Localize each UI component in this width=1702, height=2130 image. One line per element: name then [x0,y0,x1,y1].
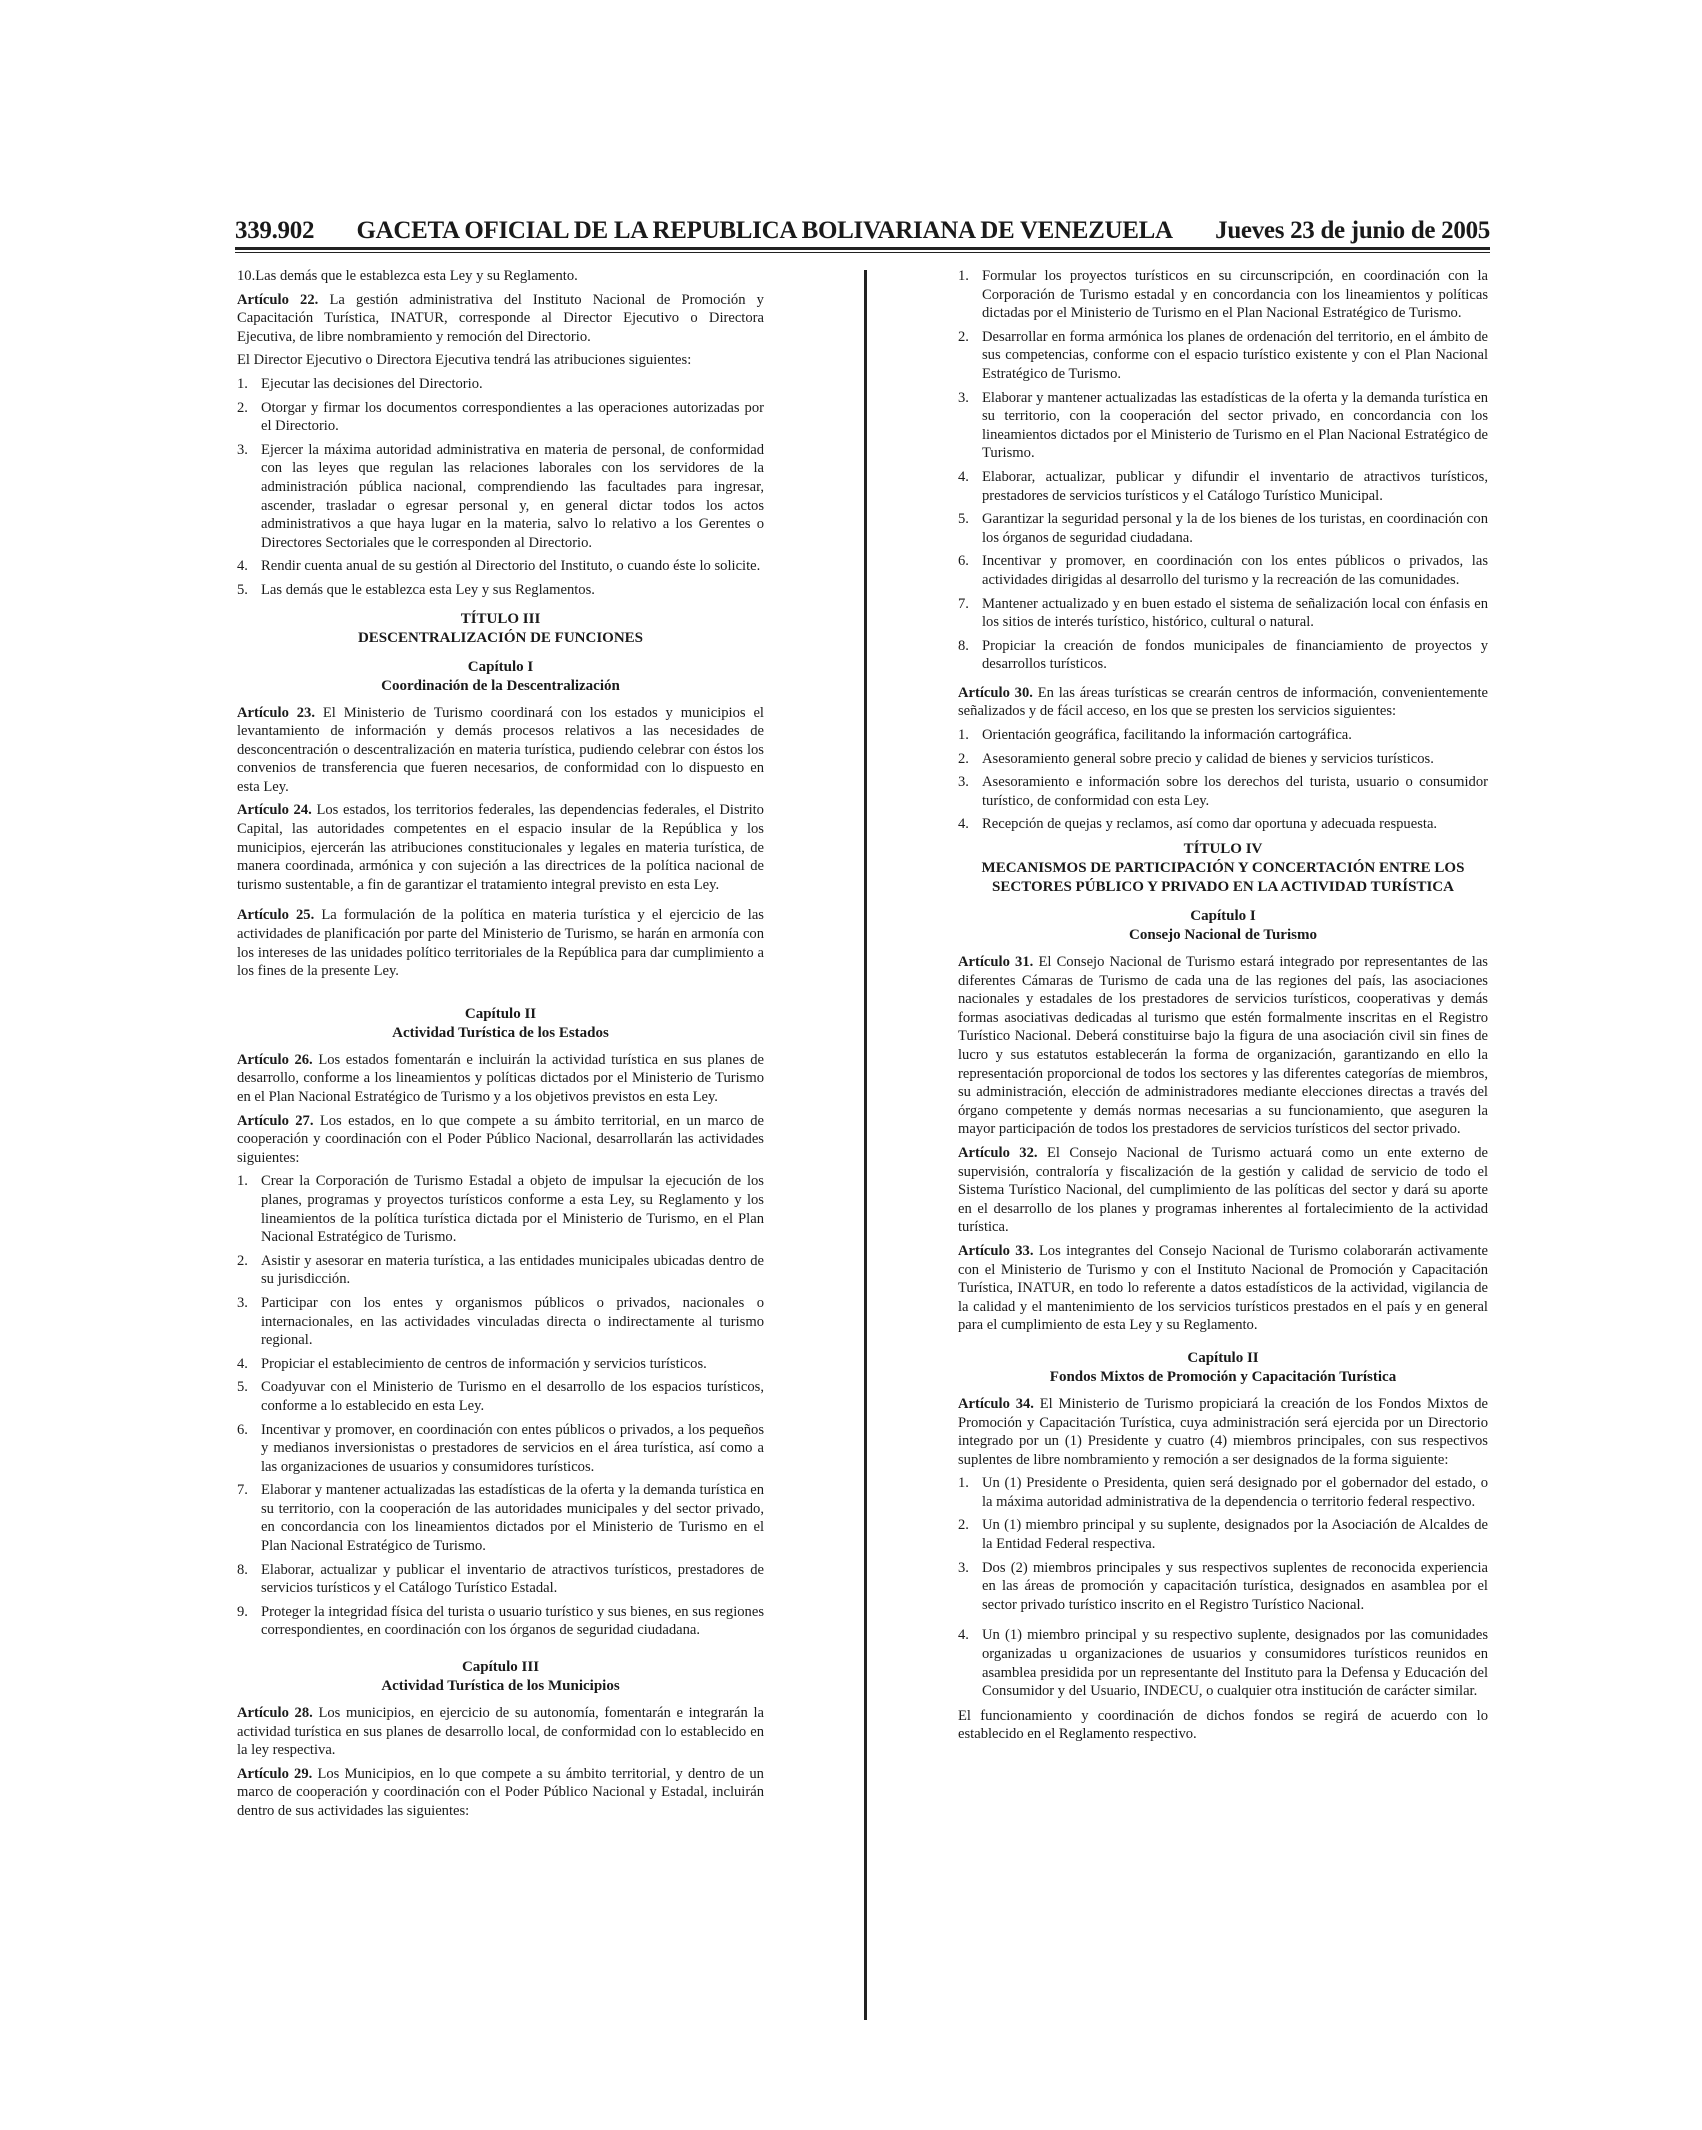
chapter-heading: Capítulo II Actividad Turística de los Estados [392,1005,609,1041]
list-item: 1. Formular los proyectos turísticos en su circunscripción, en coordinación con la Corporación de Turismo estadal y en concordancia con los lineamientos y políticas dictadas por el Ministerio de Turismo en el Plan Nacional Estratégico de Turismo. [958,268,1488,322]
title-iii-heading: TÍTULO III DESCENTRALIZACIÓN DE FUNCIONES [357,610,644,646]
header-rule [235,247,1490,250]
list-item: 7. Mantener actualizado y en buen estado el sistema de señalización local con énfasis en los sitios de interés turístico, histórico, cultural o natural. [958,595,1488,631]
list-item: 6. Incentivar y promover, en coordinación con los entes públicos o privados, las actividades dirigidas al desarrollo del turismo y la recreación de las comunidades. [958,553,1488,588]
article-22: Artículo 22. La gestión administrativa del Instituto Nacional de Promoción y Capacitación Turística, INATUR, corresponde al Director Ejecutivo o Directora Ejecutiva, de libre nombramiento y remoción del Directorio. [237,291,764,345]
list-item: 7. Elaborar y mantener actualizadas las estadísticas de la oferta y la demanda turística en su territorio, con la cooperación de las autoridades municipales y del sector privado, en concordancia con los lineamientos dictados por el Ministerio de Turismo en el Plan Nacional Estratégico de Turismo. [237,1482,764,1555]
list-item: 8. Propiciar la creación de fondos municipales de financiamiento de proyectos y desarrollos turísticos. [958,637,1488,673]
chapter-heading: Capítulo I Consejo Nacional de Turismo [1129,908,1317,944]
right-column [958,267,1488,1749]
list-item: 2. Asesoramiento general sobre precio y calidad de bienes y servicios turísticos. [958,750,1434,767]
article-28: Artículo 28. Los municipios, en ejercicio de su autonomía, fomentarán e integrarán la actividad turística en sus planes de desarrollo local, de conformidad con lo establecido en la ley respectiva. [237,1705,764,1759]
article-27: Artículo 27. Los estados, en lo que compete a su ámbito territorial, en un marco de cooperación y coordinación con el Poder Público Nacional, desarrollarán las actividades siguientes: [237,1112,764,1166]
header-rule-thin [235,252,1490,253]
list-item: 1. Ejecutar las decisiones del Directorio. [237,375,483,392]
list-item: 2. Un (1) miembro principal y su suplente, designados por la Asociación de Alcaldes de la Entidad Federal respectiva. [958,1517,1488,1553]
list-item: 2. Asistir y asesorar en materia turística, a las entidades municipales ubicadas dentro de su jurisdicción. [237,1252,764,1288]
list-item: 5. Las demás que le establezca esta Ley y sus Reglamentos. [237,581,595,598]
list-item: 9. Proteger la integridad física del turista o usuario turístico y sus bienes, en sus regiones correspondientes, en coordinación con los órganos de seguridad ciudadana. [237,1603,764,1639]
article-31: Artículo 31. El Consejo Nacional de Turismo estará integrado por representantes de las diferentes Cámaras de Turismo de cada una de las regiones del país, las asociaciones nacionales y estadales de los prestadores de servicios turísticos, cooperativas y demás formas asociativas dedicadas al turismo que estén formalmente inscritas en el Registro Turístico Nacional. Deberá constituirse bajo la figura de una asociación civil sin fines de lucro y sus estatutos establecerán la forma de organización, garantizando en ello la representación proporcional de todos los sectores y las diferentes categorías de miembros, su administración, elección de administradores mediante elecciones directas a través del órgano competente y demás normas necesarias a su funcionamiento, que aseguren la mayor participación de todos los prestadores de servicios turísticos del sector privado. [958,954,1488,1138]
article-24: Artículo 24. Los estados, los territorios federales, las dependencias federales, el Distrito Capital, las autoridades competentes en el espacio insular de la República y los municipios, ejercerán las atribuciones constitucionales y legales en materia turística, de manera coordinada, armónica y con sujeción a las directrices de la política nacional de turismo sustentable, a fin de garantizar el tratamiento integral previsto en esta Ley. [237,802,764,893]
article-26: Artículo 26. Los estados fomentarán e incluirán la actividad turística en sus planes de desarrollo, conforme a los lineamientos y políticas dictados por el Ministerio de Turismo en el Plan Nacional Estratégico de Turismo y a los objetivos previstos en esta Ley. [237,1051,764,1105]
article-33: Artículo 33. Los integrantes del Consejo Nacional de Turismo colaborarán activamente con el Ministerio de Turismo y con el Instituto Nacional de Promoción y Capacitación Turística, INATUR, en todo lo referente a datos estadísticos de la actividad, vigilancia de la calidad y el mantenimiento de los servicios turísticos prestados en el país y en general para el cumplimiento de esta Ley y su Reglamento. [958,1242,1488,1334]
list-item: 1. Orientación geográfica, facilitando la información cartográfica. [958,727,1352,744]
list-item: 4. Propiciar el establecimiento de centros de información y servicios turísticos. [237,1355,707,1372]
list-item: 3. Elaborar y mantener actualizadas las estadísticas de la oferta y la demanda turística en su territorio, con la cooperación del sector privado, en concordancia con los lineamientos dictados por el Ministerio de Turismo en el Plan Nacional Estratégico de Turismo. [958,389,1488,462]
page-header [235,205,1490,245]
article-25: Artículo 25. La formulación de la política en materia turística y el ejercicio de las actividades de planificación por parte del Ministerio de Turismo, se harán en armonía con los intereses de las unidades político territoriales de la República para dar cumplimiento a los fines de la presente Ley. [237,907,764,980]
chapter-heading: Capítulo II Fondos Mixtos de Promoción y Capacitación Turística [1049,1349,1397,1385]
list-item: 4. Elaborar, actualizar, publicar y difundir el inventario de atractivos turísticos, prestadores de servicios turísticos y el Catálogo Turístico Municipal. [958,468,1488,504]
page-number: 339.902 [235,217,315,244]
article-29: Artículo 29. Los Municipios, en lo que compete a su ámbito territorial, y dentro de un marco de cooperación y coordinación con el Poder Público Nacional y Estadal, incluirán dentro de sus actividades las siguientes: [237,1765,764,1819]
left-column [237,267,764,1826]
list-item: 2. Otorgar y firmar los documentos correspondientes a las operaciones autorizadas por el Directorio. [237,399,764,435]
list-item: 4. Recepción de quejas y reclamos, así como dar oportuna y adecuada respuesta. [958,816,1438,833]
list-item: 3. Asesoramiento e información sobre los derechos del turista, usuario o consumidor turístico, de conformidad con esta Ley. [958,774,1488,809]
list-item: 3. Ejercer la máxima autoridad administrativa en materia de personal, de conformidad con las leyes que regulan las relaciones laborales con los servidores de la administración pública nacional, comprendiendo las facultades para ingresar, ascender, trasladar o egresar personal y, en general dictar todos los actos administrativos a que haya lugar en la materia, salvo lo relativo a los Gerentes o Directores Sectoriales que le corresponden al Directorio. [237,441,764,551]
list-item: 4. Un (1) miembro principal y su respectivo suplente, designados por las comunidades organizadas u organizaciones de usuarios y consumidores turísticos reunidos en asamblea presidida por un representante del Instituto para la Defensa y Educación del Consumidor y del Usuario, INDECU, o cualquier otra institución de carácter similar. [958,1627,1488,1700]
article-30: Artículo 30. En las áreas turísticas se crearán centros de información, convenientemente señalizados y de fácil acceso, en los que se presten los servicios siguientes: [958,684,1488,720]
article-34: Artículo 34. El Ministerio de Turismo propiciará la creación de los Fondos Mixtos de Promoción y Capacitación Turística, cuya administración será ejercida por un Directorio integrado por un (1) Presidente y cuatro (4) miembros principales, con sus respectivos suplentes de libre nombramiento y remoción a ser designados de la forma siguiente: [958,1395,1488,1468]
article-27-list [237,1172,764,1640]
article-34-list [958,1474,1488,1701]
chapter-heading: Capítulo III Actividad Turística de los Municipios [381,1659,620,1695]
article-34-closing: El funcionamiento y coordinación de dichos fondos se regirá de acuerdo con lo establecido en el Reglamento respectivo. [958,1707,1488,1743]
article-22-intro: El Director Ejecutivo o Directora Ejecutiva tendrá las atribuciones siguientes: [237,352,692,369]
article-23: Artículo 23. El Ministerio de Turismo coordinará con los estados y municipios el levantamiento de información y demás procesos relativos a las necesidades de desconcentración o descentralización en materia turística, pudiendo celebrar con éstos los convenios de transferencia que fueren necesarios, de conformidad con lo dispuesto en esta Ley. [237,704,764,795]
list-item: 8. Elaborar, actualizar y publicar el inventario de atractivos turísticos, prestadores de servicios turísticos y el Catálogo Turístico Estadal. [237,1561,764,1597]
list-item: 2. Desarrollar en forma armónica los planes de ordenación del territorio, en el ámbito de sus competencias, conforme con el espacio turístico existente y con el Plan Nacional Estratégico de Turismo. [958,328,1488,382]
list-item: 6. Incentivar y promover, en coordinación con entes públicos o privados, a los pequeños y medianos inversionistas o prestadores de servicios en el área turística, así como a las organizaciones de usuarios y consumidores turísticos. [237,1421,764,1475]
article-29-list [958,267,1488,674]
list-item: 5. Garantizar la seguridad personal y la de los bienes de los turistas, en coordinación con los órganos de seguridad ciudadana. [958,511,1488,546]
list-item: 10.Las demás que le establezca esta Ley y su Reglamento. [237,268,578,284]
issue-date: Jueves 23 de junio de 2005 [1215,217,1490,244]
list-item: 3. Dos (2) miembros principales y sus respectivos suplentes de reconocida experiencia en las áreas de promoción y capacitación turística, designados en asamblea por el sector privado turístico inscrito en el Registro Turístico Nacional. [958,1559,1488,1613]
list-item: 4. Rendir cuenta anual de su gestión al Directorio del Instituto, o cuando éste lo solicite. [237,558,761,575]
article-30-list [958,726,1488,834]
article-22-list [237,375,764,600]
article-32: Artículo 32. El Consejo Nacional de Turismo actuará como un ente externo de supervisión, contraloría y fiscalización de la gestión y calidad de servicio de todo el Sistema Turístico Nacional, del cumplimiento de las políticas del sector y dará su aporte en el desarrollo de los planes y programas inherentes al fortalecimiento de la actividad turística. [958,1144,1488,1236]
gazette-title: GACETA OFICIAL DE LA REPUBLICA BOLIVARIANA DE VENEZUELA [356,217,1173,244]
chapter-heading: Capítulo I Coordinación de la Descentralización [381,658,620,694]
list-item: 1. Un (1) Presidente o Presidenta, quien será designado por el gobernador del estado, o la máxima autoridad administrativa de la dependencia o territorio federal respectivo. [958,1475,1488,1510]
title-iv-heading: TÍTULO IV MECANISMOS DE PARTICIPACIÓN Y CONCERTACIÓN ENTRE LOS SECTORES PÚBLICO Y PRIVADO EN LA ACTIVIDAD TURÍSTICA [981,841,1465,896]
column-divider [864,270,867,2020]
list-item: 1. Crear la Corporación de Turismo Estadal a objeto de impulsar la ejecución de los planes, programas y proyectos turísticos conforme a esta Ley, su Reglamento y los lineamientos de la política turística dictada por el Ministerio de Turismo, en el Plan Nacional Estratégico de Turismo. [237,1173,764,1246]
list-item: 3. Participar con los entes y organismos públicos o privados, nacionales o internacionales, en las actividades vinculadas directa o indirectamente al turismo regional. [237,1294,764,1349]
list-item: 5. Coadyuvar con el Ministerio de Turismo en el desarrollo de los espacios turísticos, conforme a lo establecido en esta Ley. [237,1379,764,1414]
